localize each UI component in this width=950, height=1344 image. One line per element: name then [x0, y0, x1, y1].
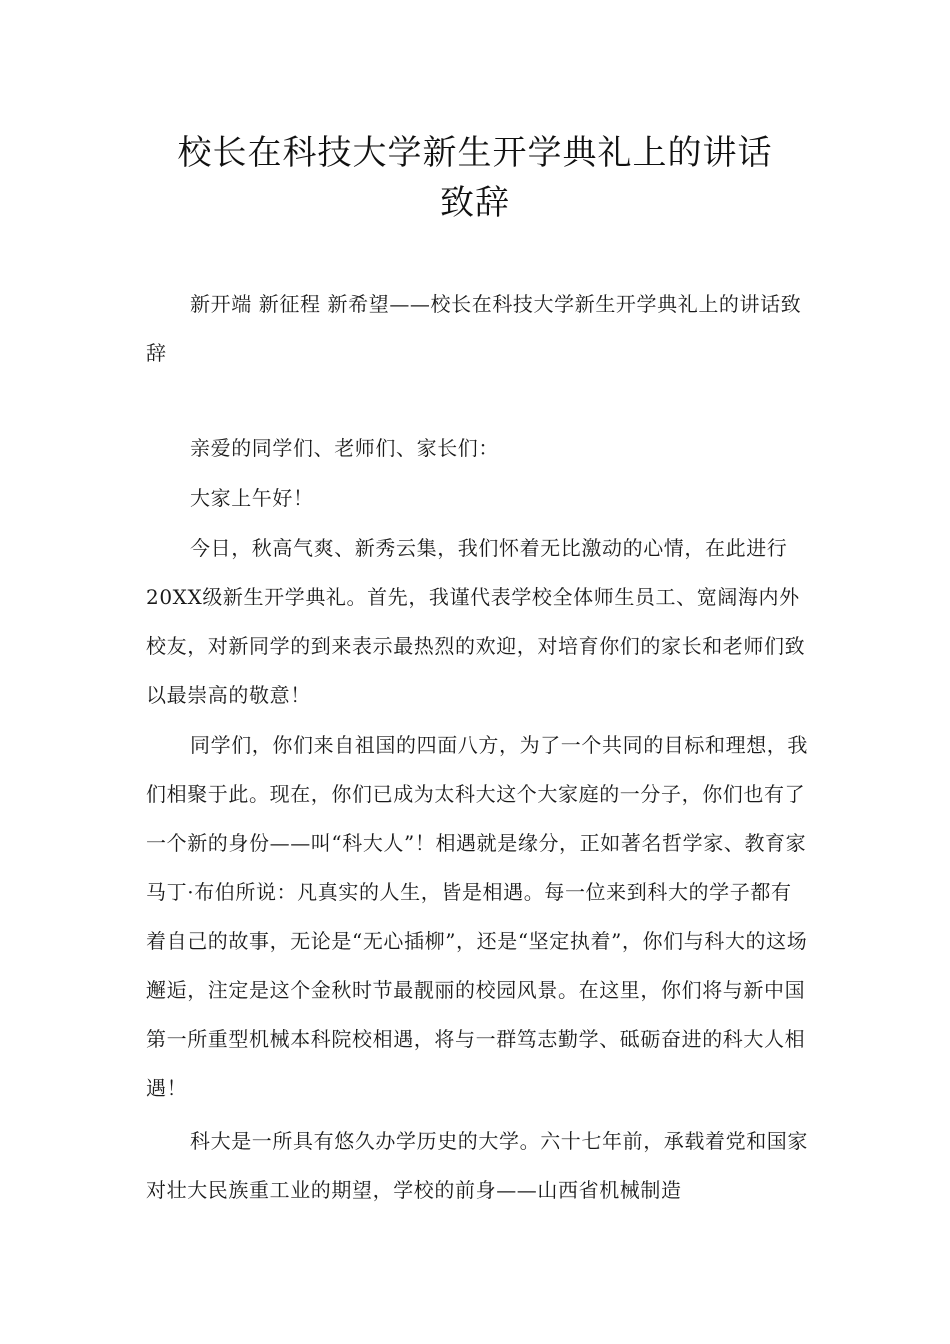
body-paragraph-2: 同学们，你们来自祖国的四面八方，为了一个共同的目标和理想，我们相聚于此。现在，你们已成为太科大这个大家庭的一分子，你们也有了一个新的身份——叫“科大人”！相遇就是缘分，正如著名哲学家、教育家马丁·布伯所说：凡真实的人生，皆是相遇。每一位来到科大的学子都有着自己的故事，无论是“无心插柳”，还是“坚定执着”，你们与科大的这场邂逅，注定是这个金秋时节最靓丽的校园风景。在这里，你们将与新中国第一所重型机械本科院校相遇，将与一群笃志勤学、砥砺奋进的科大人相遇！ — [146, 733, 808, 1100]
greeting-line: 亲爱的同学们、老师们、家长们： — [190, 436, 499, 460]
hello-line: 大家上午好！ — [190, 486, 314, 510]
speech-subtitle: 新开端 新征程 新希望——校长在科技大学新生开学典礼上的讲话致辞 — [146, 292, 802, 365]
document-title-line1: 校长在科技大学新生开学典礼上的讲话 — [177, 133, 773, 173]
document-title-line2: 致辞 — [440, 183, 510, 223]
body-paragraph-1: 今日，秋高气爽、新秀云集，我们怀着无比激动的心情，在此进行20XX级新生开学典礼。首先，我谨代表学校全体师生员工、宽阔海内外校友，对新同学的到来表示最热烈的欢迎，对培育你们的家长和老师们致以最崇高的敬意！ — [146, 536, 806, 707]
body-paragraph-3: 科大是一所具有悠久办学历史的大学。六十七年前，承载着党和国家对壮大民族重工业的期望，学校的前身——山西省机械制造 — [146, 1129, 808, 1202]
